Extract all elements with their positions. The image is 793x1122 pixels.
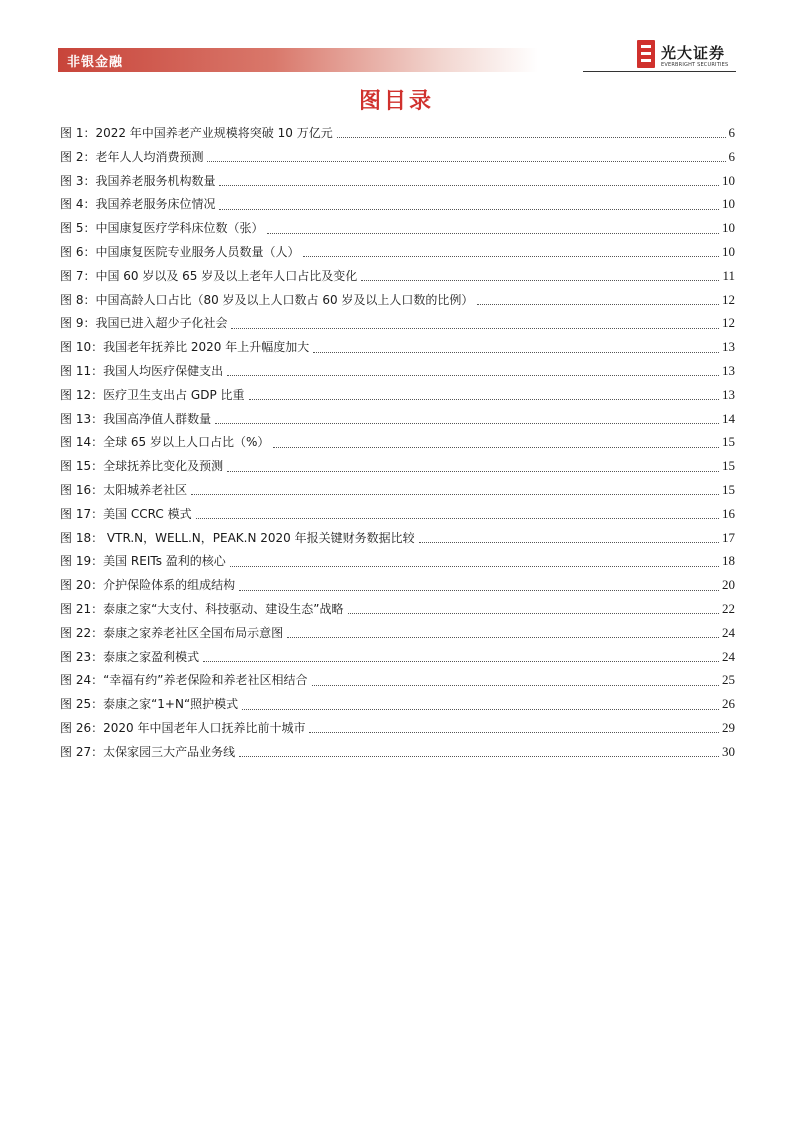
toc-leader-dots <box>231 327 719 329</box>
toc-entry-label: 图 22：泰康之家养老社区全国布局示意图 <box>60 625 284 640</box>
toc-entry-page: 11 <box>722 267 735 283</box>
toc-entry[interactable] <box>60 478 735 502</box>
toc-entry-label: 图 1：2022 年中国养老产业规模将突破 10 万亿元 <box>60 126 333 140</box>
toc-leader-dots <box>207 160 725 162</box>
toc-leader-dots <box>242 708 719 710</box>
toc-entry-page: 6 <box>728 148 735 164</box>
toc-entry-label: 图 16：太阳城养老社区 <box>60 482 188 497</box>
toc-entry-page: 14 <box>722 410 735 426</box>
toc-entry-page: 6 <box>728 125 735 140</box>
toc-leader-dots <box>191 493 719 495</box>
toc-entry[interactable] <box>60 645 735 669</box>
toc-entry[interactable] <box>60 216 735 240</box>
toc-entry-page: 20 <box>722 577 735 593</box>
toc-entry[interactable] <box>60 240 735 264</box>
toc-entry-label: 图 14：全球 65 岁以上人口占比（%） <box>60 435 270 450</box>
toc-leader-dots <box>227 470 719 472</box>
toc-entry-label: 图 5：中国康复医疗学科床位数（张） <box>60 221 264 236</box>
toc-entry[interactable] <box>60 359 735 383</box>
toc-leader-dots <box>419 541 719 543</box>
toc-entry[interactable] <box>60 668 735 692</box>
toc-entry-page: 18 <box>722 553 735 569</box>
toc-leader-dots <box>239 589 719 591</box>
toc-leader-dots <box>215 422 719 424</box>
toc-leader-dots <box>287 636 719 638</box>
everbright-logo <box>637 38 737 74</box>
toc-entry-page: 12 <box>722 291 735 307</box>
toc-entry[interactable] <box>60 288 735 312</box>
toc-entry-page: 22 <box>722 600 735 616</box>
toc-entry-label: 图 13：我国高净值人群数量 <box>60 411 212 426</box>
toc-entry-label: 图 21：泰康之家“大支付、科技驱动、建设生态”战略 <box>60 601 344 616</box>
toc-entry-label: 图 8：中国高龄人口占比（80 岁及以上人口数占 60 岁及以上人口数的比例） <box>60 292 474 307</box>
figure-table-of-contents <box>60 121 735 764</box>
toc-leader-dots <box>477 303 719 305</box>
toc-entry[interactable] <box>60 573 735 597</box>
toc-entry-label: 图 12：医疗卫生支出占 GDP 比重 <box>60 387 245 402</box>
toc-entry-label: 图 10：我国老年抚养比 2020 年上升幅度加大 <box>60 340 310 355</box>
toc-entry-page: 10 <box>722 196 735 212</box>
header-divider <box>583 71 736 72</box>
toc-entry-page: 13 <box>722 362 735 378</box>
toc-entry[interactable] <box>60 597 735 621</box>
section-label: 非银金融 <box>67 55 124 70</box>
logo-mark-icon <box>637 40 655 68</box>
toc-entry-page: 30 <box>722 743 735 759</box>
toc-entry[interactable] <box>60 502 735 526</box>
toc-entry[interactable] <box>60 311 735 335</box>
toc-entry-label: 图 4：我国养老服务床位情况 <box>60 197 216 212</box>
toc-entry[interactable] <box>60 526 735 550</box>
toc-entry-label: 图 7：中国 60 岁以及 65 岁及以上老年人口占比及变化 <box>60 268 358 283</box>
toc-leader-dots <box>203 660 719 662</box>
toc-entry-label: 图 11：我国人均医疗保健支出 <box>60 363 224 378</box>
toc-leader-dots <box>219 208 719 210</box>
toc-leader-dots <box>273 446 719 448</box>
toc-entry-page: 26 <box>722 696 735 712</box>
toc-leader-dots <box>337 136 726 138</box>
toc-leader-dots <box>313 351 719 353</box>
toc-entry[interactable] <box>60 407 735 431</box>
toc-entry-label: 图 18： VTR.N，WELL.N，PEAK.N 2020 年报关键财务数据比较 <box>60 530 415 545</box>
toc-entry-page: 10 <box>722 220 735 236</box>
toc-leader-dots <box>312 684 719 686</box>
toc-leader-dots <box>219 184 719 186</box>
toc-entry-page: 24 <box>722 648 735 664</box>
toc-entry[interactable] <box>60 145 735 169</box>
toc-entry-page: 29 <box>722 719 735 735</box>
toc-entry-label: 图 24：“幸福有约”养老保险和养老社区相结合 <box>60 673 308 688</box>
toc-leader-dots <box>249 398 720 400</box>
toc-leader-dots <box>230 565 719 567</box>
toc-entry[interactable] <box>60 121 735 145</box>
toc-leader-dots <box>309 731 719 733</box>
toc-entry-label: 图 23：泰康之家盈利模式 <box>60 649 200 664</box>
toc-entry-label: 图 26：2020 年中国老年人口抚养比前十城市 <box>60 720 306 735</box>
toc-entry-page: 13 <box>722 386 735 402</box>
toc-entry[interactable] <box>60 692 735 716</box>
toc-entry-page: 25 <box>722 672 735 688</box>
toc-entry-page: 17 <box>722 529 735 545</box>
toc-entry[interactable] <box>60 716 735 740</box>
toc-leader-dots <box>361 279 719 281</box>
toc-leader-dots <box>267 232 719 234</box>
toc-entry-label: 图 6：中国康复医院专业服务人员数量（人） <box>60 244 300 259</box>
toc-entry-page: 15 <box>722 434 735 450</box>
toc-entry-label: 图 9：我国已进入超少子化社会 <box>60 316 228 331</box>
toc-entry-page: 16 <box>722 505 735 521</box>
toc-entry[interactable] <box>60 740 735 764</box>
section-header-band <box>58 48 538 72</box>
toc-entry-label: 图 17：美国 CCRC 模式 <box>60 506 192 521</box>
toc-entry-label: 图 19：美国 REITs 盈利的核心 <box>60 554 226 569</box>
toc-leader-dots <box>348 612 719 614</box>
toc-entry[interactable] <box>60 169 735 193</box>
toc-entry-page: 15 <box>722 458 735 474</box>
toc-entry-label: 图 2：老年人人均消费预测 <box>60 149 204 164</box>
toc-entry-label: 图 25：泰康之家“1+N“照护模式 <box>60 697 239 712</box>
toc-entry[interactable] <box>60 549 735 573</box>
logo-name: 光大证券 <box>661 44 726 62</box>
toc-entry[interactable] <box>60 621 735 645</box>
toc-entry[interactable] <box>60 454 735 478</box>
toc-leader-dots <box>303 255 719 257</box>
toc-entry-page: 13 <box>722 339 735 355</box>
toc-entry-label: 图 15：全球抚养比变化及预测 <box>60 459 224 474</box>
toc-entry-page: 24 <box>722 624 735 640</box>
toc-entry-label: 图 27：太保家园三大产品业务线 <box>60 744 236 759</box>
logo-subtitle: EVERBRIGHT SECURITIES <box>661 62 729 68</box>
toc-leader-dots <box>196 517 719 519</box>
toc-entry-page: 10 <box>722 172 735 188</box>
toc-entry-page: 12 <box>722 315 735 331</box>
toc-entry-label: 图 3：我国养老服务机构数量 <box>60 173 216 188</box>
toc-leader-dots <box>239 755 719 757</box>
toc-entry-label: 图 20：介护保险体系的组成结构 <box>60 578 236 593</box>
page-title: 图目录 <box>358 89 434 114</box>
toc-entry-page: 10 <box>722 243 735 259</box>
toc-leader-dots <box>227 374 719 376</box>
toc-entry-page: 15 <box>722 481 735 497</box>
toc-entry[interactable] <box>60 335 735 359</box>
toc-entry[interactable] <box>60 264 735 288</box>
toc-entry[interactable] <box>60 383 735 407</box>
toc-entry[interactable] <box>60 430 735 454</box>
toc-entry[interactable] <box>60 192 735 216</box>
